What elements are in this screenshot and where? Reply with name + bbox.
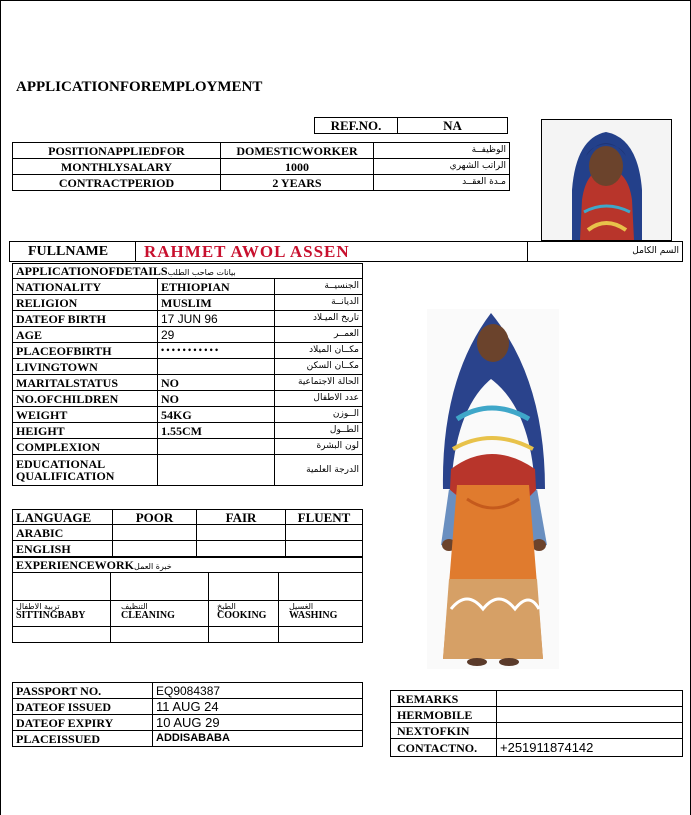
- detail-value: • • • • • • • • • • •: [158, 343, 275, 359]
- table-row: [13, 601, 363, 627]
- detail-label: NATIONALITY: [13, 279, 158, 295]
- detail-value: [158, 439, 275, 455]
- table-row: [391, 723, 683, 739]
- remarks-table: [390, 690, 683, 757]
- language-english: ENGLISH: [13, 541, 113, 557]
- detail-arabic: مكــان السكن: [275, 359, 363, 375]
- detail-label: EDUCATIONAL QUALIFICATION: [13, 455, 158, 486]
- detail-label: RELIGION: [13, 295, 158, 311]
- ref-value: NA: [398, 118, 508, 134]
- passport-table: [12, 682, 363, 747]
- language-header: LANGUAGE: [13, 510, 113, 525]
- english-fair: [197, 541, 286, 557]
- experience-cell: [279, 627, 363, 643]
- fluent-header: FLUENT: [286, 510, 363, 525]
- full-body-photo: [427, 309, 559, 669]
- contact-no-value: +251911874142: [497, 739, 683, 757]
- passport-no-value: EQ9084387: [153, 683, 363, 699]
- skill-cleaning: [111, 601, 209, 627]
- table-row: [391, 739, 683, 757]
- table-row: [13, 375, 363, 391]
- skill-label: COOKING: [217, 610, 267, 621]
- position-value: DOMESTICWORKER: [221, 143, 374, 159]
- fullname-value: RAHMET AWOL ASSEN: [136, 242, 528, 262]
- skill-arabic: الغسيل: [289, 602, 314, 611]
- table-row: [13, 627, 363, 643]
- fullname-arabic: السم الكامل: [528, 242, 683, 262]
- detail-value: 1.55CM: [158, 423, 275, 439]
- contract-label: CONTRACTPERIOD: [13, 175, 221, 191]
- detail-arabic: العمــر: [275, 327, 363, 343]
- details-header-label: APPLICATIONOFDETAILS: [16, 264, 168, 278]
- detail-value: [158, 455, 275, 486]
- detail-arabic: الــوزن: [275, 407, 363, 423]
- detail-label: HEIGHT: [13, 423, 158, 439]
- salary-arabic: الراتب الشهري: [374, 159, 510, 175]
- language-arabic: ARABIC: [13, 525, 113, 541]
- place-issued-label: PLACEISSUED: [13, 731, 153, 747]
- language-table: [12, 509, 363, 557]
- table-row: [13, 159, 510, 175]
- skill-washing: [279, 601, 363, 627]
- table-row: [13, 407, 363, 423]
- experience-label: EXPERIENCEWORK: [16, 558, 135, 572]
- detail-label: AGE: [13, 327, 158, 343]
- place-issued-value: ADDISABABA: [153, 731, 363, 747]
- ref-table: [314, 117, 508, 134]
- details-header-arabic: بيانات صاحب الطلب: [167, 268, 236, 277]
- skill-arabic: التنظيف: [121, 602, 148, 611]
- next-of-kin-label: NEXTOFKIN: [391, 723, 497, 739]
- skill-label: WASHING: [289, 610, 338, 621]
- table-row: [13, 279, 363, 295]
- experience-header: [13, 558, 363, 573]
- experience-cell: [111, 627, 209, 643]
- full-body-image: [427, 309, 559, 669]
- page-title: APPLICATIONFOREMPLOYMENT: [16, 79, 263, 95]
- fair-header: FAIR: [197, 510, 286, 525]
- table-row: [13, 311, 363, 327]
- issue-date-label: DATEOF ISSUED: [13, 699, 153, 715]
- table-row: [13, 715, 363, 731]
- detail-arabic: الطــول: [275, 423, 363, 439]
- skill-label: CLEANING: [121, 610, 175, 621]
- table-row: [391, 707, 683, 723]
- portrait-photo: [541, 119, 672, 241]
- detail-value: 29: [158, 327, 275, 343]
- table-row: [13, 391, 363, 407]
- arabic-fair: [197, 525, 286, 541]
- english-fluent: [286, 541, 363, 557]
- detail-label: WEIGHT: [13, 407, 158, 423]
- detail-arabic: الحالة الاجتماعية: [275, 375, 363, 391]
- position-table: [12, 142, 510, 191]
- skill-arabic: تربية الاطفال: [16, 602, 60, 611]
- detail-value: NO: [158, 375, 275, 391]
- detail-value: 17 JUN 96: [158, 311, 275, 327]
- table-row: [13, 541, 363, 557]
- poor-header: POOR: [113, 510, 197, 525]
- arabic-poor: [113, 525, 197, 541]
- detail-value: ETHIOPIAN: [158, 279, 275, 295]
- table-row: [13, 731, 363, 747]
- position-label: POSITIONAPPLIEDFOR: [13, 143, 221, 159]
- fullname-table: [9, 241, 683, 262]
- fullname-label: FULLNAME: [10, 242, 136, 262]
- detail-arabic: الدرجة العلمية: [275, 455, 363, 486]
- table-row: [13, 558, 363, 573]
- remarks-value: [497, 691, 683, 707]
- experience-cell: [279, 573, 363, 601]
- arabic-fluent: [286, 525, 363, 541]
- detail-value: NO: [158, 391, 275, 407]
- remarks-label: REMARKS: [391, 691, 497, 707]
- skill-label: SITTINGBABY: [16, 610, 86, 621]
- experience-arabic: خبرة العمل: [134, 562, 172, 571]
- mobile-value: [497, 707, 683, 723]
- table-row: [13, 295, 363, 311]
- details-table: [12, 263, 363, 486]
- skill-cooking: [209, 601, 279, 627]
- next-of-kin-value: [497, 723, 683, 739]
- mobile-label: HERMOBILE: [391, 707, 497, 723]
- detail-arabic: عدد الاطفال: [275, 391, 363, 407]
- details-header: [13, 264, 363, 279]
- salary-label: MONTHLYSALARY: [13, 159, 221, 175]
- detail-arabic: الديانــة: [275, 295, 363, 311]
- table-row: [13, 510, 363, 525]
- skill-arabic: الطبخ: [217, 602, 236, 611]
- contract-value: 2 YEARS: [221, 175, 374, 191]
- detail-label: DATEOF BIRTH: [13, 311, 158, 327]
- detail-arabic: الجنسيــة: [275, 279, 363, 295]
- ref-label: REF.NO.: [315, 118, 398, 134]
- detail-label: NO.OFCHILDREN: [13, 391, 158, 407]
- detail-label: LIVINGTOWN: [13, 359, 158, 375]
- expiry-date-value: 10 AUG 29: [153, 715, 363, 731]
- table-row: [13, 359, 363, 375]
- contact-no-label: CONTACTNO.: [391, 739, 497, 757]
- experience-table: [12, 557, 363, 643]
- table-row: [13, 455, 363, 486]
- passport-no-label: PASSPORT NO.: [13, 683, 153, 699]
- table-row: [13, 683, 363, 699]
- detail-value: 54KG: [158, 407, 275, 423]
- experience-cell: [13, 573, 111, 601]
- salary-value: 1000: [221, 159, 374, 175]
- portrait-image: [542, 120, 671, 240]
- english-poor: [113, 541, 197, 557]
- experience-cell: [209, 627, 279, 643]
- detail-label: MARITALSTATUS: [13, 375, 158, 391]
- table-row: [13, 439, 363, 455]
- table-row: [13, 264, 363, 279]
- contract-arabic: مـدة العقــد: [374, 175, 510, 191]
- issue-date-value: 11 AUG 24: [153, 699, 363, 715]
- expiry-date-label: DATEOF EXPIRY: [13, 715, 153, 731]
- detail-arabic: مكــان الميلاد: [275, 343, 363, 359]
- experience-cell: [111, 573, 209, 601]
- detail-value: MUSLIM: [158, 295, 275, 311]
- detail-label: COMPLEXION: [13, 439, 158, 455]
- detail-label: PLACEOFBIRTH: [13, 343, 158, 359]
- skill-sittingbaby: [13, 601, 111, 627]
- experience-cell: [209, 573, 279, 601]
- table-row: [13, 327, 363, 343]
- table-row: [13, 175, 510, 191]
- experience-cell: [13, 627, 111, 643]
- table-row: [13, 699, 363, 715]
- detail-arabic: تاريخ الميـلاد: [275, 311, 363, 327]
- table-row: [13, 143, 510, 159]
- table-row: [391, 691, 683, 707]
- detail-value: [158, 359, 275, 375]
- table-row: [13, 423, 363, 439]
- table-row: [13, 573, 363, 601]
- table-row: [13, 525, 363, 541]
- position-arabic: الوظيفــة: [374, 143, 510, 159]
- detail-arabic: لون البشرة: [275, 439, 363, 455]
- table-row: [13, 343, 363, 359]
